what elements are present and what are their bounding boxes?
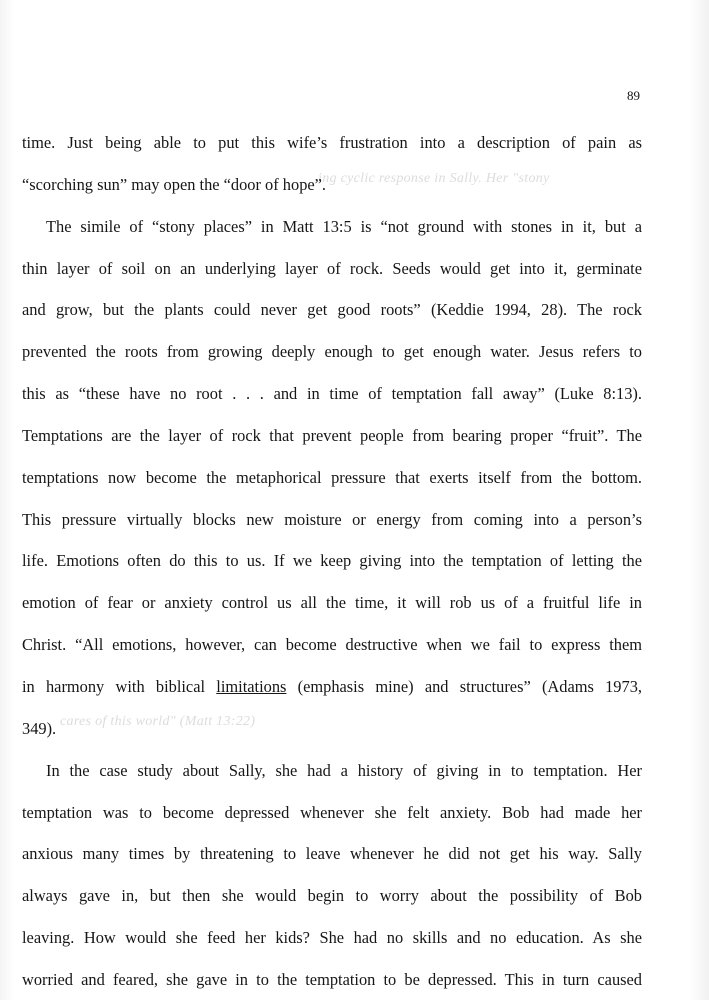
text-line: temptation was to become depressed whenever she felt anxiety. Bob had made her	[22, 802, 642, 822]
text-line: leaving. How would she feed her kids? She had no skills and no education. As she	[22, 928, 642, 948]
paragraph	[22, 206, 642, 750]
text-line: always gave in, but then she would begin to worry about the possibility of Bob	[22, 886, 642, 906]
text-line: In the case study about Sally, she had a history of giving in to temptation. Her	[46, 760, 642, 780]
text-line: and grow, but the plants could never get good roots” (Keddie 1994, 28). The rock	[22, 300, 642, 320]
text-line: thin layer of soil on an underlying layer of rock. Seeds would get into it, germinate	[22, 258, 642, 278]
text-line: emotion of fear or anxiety control us all the time, it will rob us of a fruitful life in	[22, 593, 642, 613]
text-line: This pressure virtually blocks new moisture or energy from coming into a person’s	[22, 509, 642, 529]
text-segment: in harmony with biblical	[22, 676, 217, 696]
text-line: 349).	[22, 718, 57, 738]
text-line: temptations now become the metaphorical pressure that exerts itself from the bottom.	[22, 467, 642, 487]
bleed-through-text-2: cares of this world" (Matt 13:22)	[60, 714, 256, 729]
text-line: “scorching sun” may open the “door of hope”.	[22, 174, 327, 194]
page-number: 89	[627, 88, 640, 103]
text-segment: (emphasis mine) and structures” (Adams 1973,	[286, 676, 642, 696]
text-line: this as “these have no root . . . and in time of temptation fall away” (Luke 8:13).	[22, 384, 642, 404]
text-line: Temptations are the layer of rock that prevent people from bearing proper “fruit”. The	[22, 425, 642, 445]
text-line: worried and feared, she gave in to the temptation to be depressed. This in turn caused	[22, 969, 642, 989]
text-line: Christ. “All emotions, however, can become destructive when we fail to express them	[22, 635, 642, 655]
text-line: The simile of “stony places” in Matt 13:5 is “not ground with stones in it, but a	[46, 216, 642, 236]
paragraph	[22, 122, 642, 206]
bleed-through-text-1: ing cyclic response in Sally. Her "stony	[318, 171, 550, 186]
text-line: life. Emotions often do this to us. If we keep giving into the temptation of letting the	[22, 551, 642, 571]
underlined-emphasis: limitations	[216, 676, 287, 696]
text-line: prevented the roots from growing deeply enough to get enough water. Jesus refers to	[22, 342, 642, 362]
text-line: anxious many times by threatening to leave whenever he did not get his way. Sally	[22, 844, 642, 864]
text-line	[22, 666, 642, 708]
paragraph	[22, 750, 642, 1001]
text-line: time. Just being able to put this wife’s frustration into a description of pain as	[22, 133, 642, 152]
body-text	[22, 122, 642, 1001]
